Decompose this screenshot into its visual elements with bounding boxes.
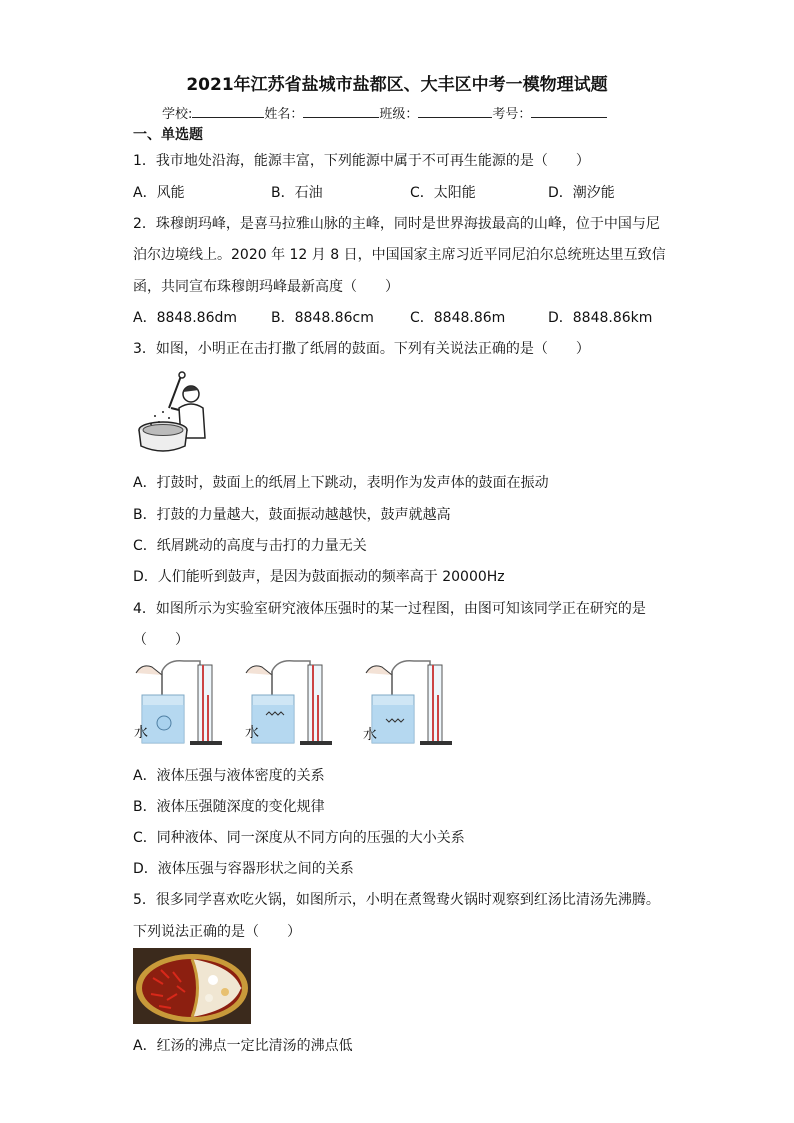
student-info-line [162,103,607,122]
class-label: 班级： [379,107,419,122]
q3-option-c[interactable]: C．纸屑跳动的高度与击打的力量无关 [133,538,367,554]
exam-no-blank[interactable] [531,105,607,118]
q5-stem-line2: 下列说法正确的是（ ） [133,924,301,940]
q2-stem-line1: 2．珠穆朗玛峰，是喜马拉雅山脉的主峰，同时是世界海拔最高的山峰，位于中国与尼 [133,216,660,232]
school-label: 学校: [162,107,193,122]
setup-1 [136,661,222,745]
q3-stem: 3．如图，小明正在击打撒了纸屑的鼓面。下列有关说法正确的是（ ） [133,341,590,357]
pressure-experiment-figure [128,655,458,750]
name-blank[interactable] [303,105,379,118]
q3-option-a[interactable]: A．打鼓时，鼓面上的纸屑上下跳动，表明作为发声体的鼓面在振动 [133,475,549,491]
q4-stem-line2: （ ） [133,632,189,648]
section-heading: 一、单选题 [133,127,203,143]
q1-option-c[interactable]: C．太阳能 [410,185,476,201]
school-blank[interactable] [192,105,264,118]
q4-option-a[interactable]: A．液体压强与液体密度的关系 [133,768,325,784]
q4-option-c[interactable]: C．同种液体、同一深度从不同方向的压强的大小关系 [133,830,465,846]
q1-option-d[interactable]: D．潮汐能 [548,185,615,201]
q2-option-a[interactable]: A．8848.86dm [133,310,237,326]
q1-stem: 1．我市地处沿海，能源丰富，下列能源中属于不可再生能源的是（ ） [133,153,590,169]
q4-option-d[interactable]: D．液体压强与容器形状之间的关系 [133,861,354,877]
q2-option-c[interactable]: C．8848.86m [410,310,506,326]
q4-option-b[interactable]: B．液体压强随深度的变化规律 [133,799,325,815]
water-label-3: 水 [363,727,377,743]
q3-option-d[interactable]: D．人们能听到鼓声，是因为鼓面振动的频率高于 20000Hz [133,569,505,585]
water-label-2: 水 [245,725,259,741]
q2-option-d[interactable]: D．8848.86km [548,310,653,326]
q5-stem-line1: 5．很多同学喜欢吃火锅，如图所示，小明在煮鸳鸯火锅时观察到红汤比清汤先沸腾。 [133,892,660,908]
q2-option-b[interactable]: B．8848.86cm [271,310,374,326]
water-label-1: 水 [134,725,148,741]
class-blank[interactable] [418,105,492,118]
q5-option-a[interactable]: A．红汤的沸点一定比清汤的沸点低 [133,1038,353,1054]
exam-no-label: 考号： [492,107,532,122]
q3-option-b[interactable]: B．打鼓的力量越大，鼓面振动越越快，鼓声就越高 [133,507,451,523]
hotpot-photo [133,948,251,1024]
q2-stem-line2: 泊尔边境线上。2020 年 12 月 8 日，中国国家主席习近平同尼泊尔总统班达里互致信 [133,247,666,263]
setup-3 [366,661,452,745]
q4-stem-line1: 4．如图所示为实验室研究液体压强时的某一过程图，由图可知该同学正在研究的是 [133,601,646,617]
drum-boy-illustration [133,368,213,458]
name-label: 姓名： [264,107,304,122]
q1-option-b[interactable]: B．石油 [271,185,323,201]
q1-option-a[interactable]: A．风能 [133,185,185,201]
page-title: 2021年江苏省盐城市盐都区、大丰区中考一模物理试题 [186,75,608,95]
q2-stem-line3: 函，共同宣布珠穆朗玛峰最新高度（ ） [133,279,399,295]
